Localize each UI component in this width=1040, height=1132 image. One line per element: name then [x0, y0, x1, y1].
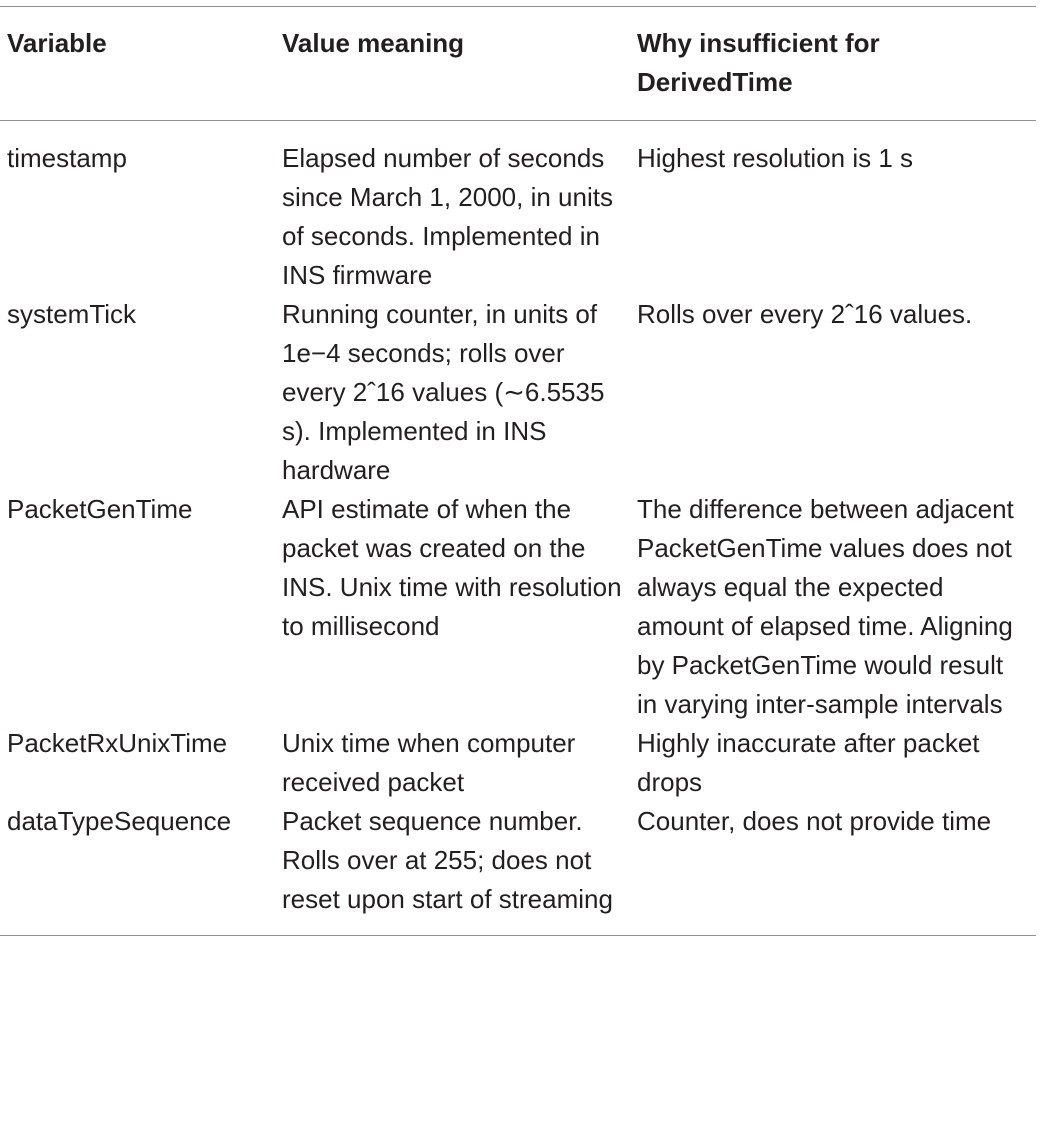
cell-variable: systemTick [7, 299, 137, 329]
cell-insufficient: Highly inaccurate after packet drops [637, 728, 980, 797]
cell-variable: dataTypeSequence [7, 806, 232, 836]
header-value-meaning: Value meaning [282, 28, 465, 58]
cell-variable: PacketRxUnixTime [7, 728, 228, 758]
table-row [0, 724, 1036, 802]
table-header-row [0, 7, 1036, 121]
cell-insufficient: The difference between adjacent PacketGenTime values does not always equal the expected amount of elapsed time. Aligning by PacketGenTime would result in varying inter-sample intervals [637, 494, 1014, 719]
table-row [0, 295, 1036, 490]
cell-insufficient: Counter, does not provide time [637, 806, 992, 836]
cell-meaning: Elapsed number of seconds since March 1, 2000, in units of seconds. Implemented in INS firmware [282, 143, 613, 290]
header-variable: Variable [7, 28, 107, 58]
table-row [0, 802, 1036, 936]
table-row [0, 490, 1036, 724]
cell-meaning: API estimate of when the packet was created on the INS. Unix time with resolution to millisecond [282, 494, 622, 641]
cell-insufficient: Highest resolution is 1 s [637, 143, 914, 173]
header-why-insufficient: Why insufficient for DerivedTime [637, 28, 880, 97]
cell-variable: timestamp [7, 143, 127, 173]
cell-meaning: Running counter, in units of 1e−4 seconds; rolls over every 2ˆ16 values (∼6.5535 s). Implemented in INS hardware [282, 299, 605, 485]
variables-table [0, 6, 1036, 936]
cell-insufficient: Rolls over every 2ˆ16 values. [637, 299, 973, 329]
cell-variable: PacketGenTime [7, 494, 193, 524]
cell-meaning: Packet sequence number. Rolls over at 255; does not reset upon start of streaming [282, 806, 613, 914]
cell-meaning: Unix time when computer received packet [282, 728, 576, 797]
table-row [0, 121, 1036, 296]
